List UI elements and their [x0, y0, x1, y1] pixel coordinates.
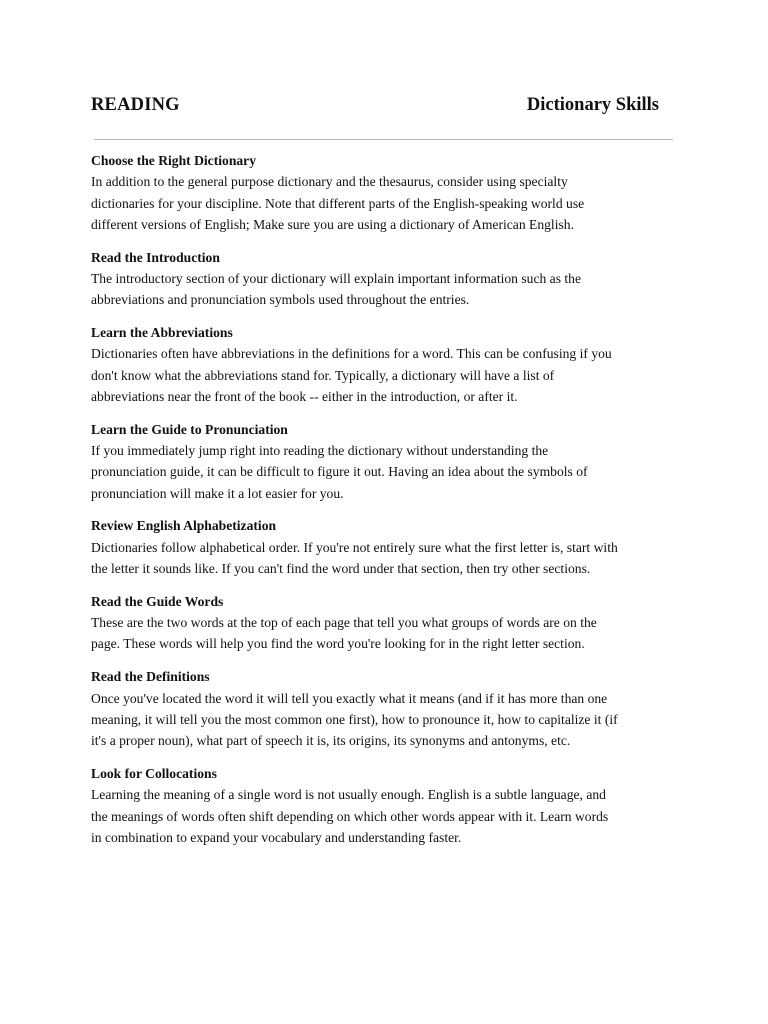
section-heading: Learn the Guide to Pronunciation — [91, 421, 288, 437]
section-heading: Read the Guide Words — [91, 593, 224, 609]
paragraph-line: pronunciation guide, it can be difficult to figure it out. Having an idea about the symbols of — [91, 464, 588, 480]
section-heading: Choose the Right Dictionary — [91, 153, 257, 168]
section — [91, 150, 681, 235]
section — [91, 763, 681, 848]
paragraph-line: abbreviations and pronunciation symbols used throughout the entries. — [91, 292, 470, 308]
paragraph-line: page. These words will help you find the word you're looking for in the right letter section. — [91, 636, 585, 652]
paragraph-line: Once you've located the word it will tell you exactly what it means (and if it has more than one — [91, 690, 608, 706]
paragraph-line: it's a proper noun), what part of speech it is, its origins, its synonyms and antonyms, etc. — [91, 733, 571, 749]
section — [91, 515, 681, 579]
paragraph-line: the letter it sounds like. If you can't find the word under that section, then try other sections. — [91, 561, 591, 577]
paragraph-line: different versions of English; Make sure you are using a dictionary of American English. — [91, 216, 574, 232]
paragraph-line: abbreviations near the front of the book -- either in the introduction, or after it. — [91, 388, 518, 404]
header-topic: Dictionary Skills — [526, 95, 659, 115]
section — [91, 419, 681, 504]
header-subject: READING — [91, 95, 180, 115]
section — [91, 247, 681, 311]
page-header — [91, 95, 659, 121]
paragraph-line: Dictionaries often have abbreviations in the definitions for a word. This can be confusing if you — [91, 346, 612, 362]
section — [91, 591, 681, 655]
paragraph-line: don't know what the abbreviations stand for. Typically, a dictionary will have a list of — [91, 367, 555, 383]
section-heading: Look for Collocations — [91, 765, 217, 781]
document-body — [91, 150, 681, 860]
paragraph-line: The introductory section of your dictionary will explain important information such as the — [91, 270, 582, 286]
paragraph-line: In addition to the general purpose dictionary and the thesaurus, consider using specialty — [91, 174, 568, 190]
paragraph-line: Learning the meaning of a single word is not usually enough. English is a subtle language, and — [91, 787, 606, 803]
paragraph-line: If you immediately jump right into reading the dictionary without understanding the — [91, 443, 549, 459]
paragraph-line: pronunciation will make it a lot easier for you. — [91, 485, 344, 501]
paragraph-line: the meanings of words often shift depending on which other words appear with it. Learn words — [91, 808, 609, 824]
header-divider — [94, 139, 673, 140]
section-heading: Review English Alphabetization — [91, 518, 277, 534]
paragraph-line: These are the two words at the top of each page that tell you what groups of words are on the — [91, 615, 597, 631]
section — [91, 666, 681, 751]
section-heading: Read the Definitions — [91, 669, 210, 685]
paragraph-line: meaning, it will tell you the most common one first), how to pronounce it, how to capitalize it (if — [91, 711, 618, 727]
paragraph-line: Dictionaries follow alphabetical order. If you're not entirely sure what the first letter is, start with — [91, 539, 618, 555]
section — [91, 322, 681, 407]
section-heading: Learn the Abbreviations — [91, 325, 233, 341]
section-heading: Read the Introduction — [91, 249, 220, 265]
paragraph-line: dictionaries for your discipline. Note that different parts of the English-speaking world use — [91, 195, 585, 211]
paragraph-line: in combination to expand your vocabulary and understanding faster. — [91, 829, 462, 845]
